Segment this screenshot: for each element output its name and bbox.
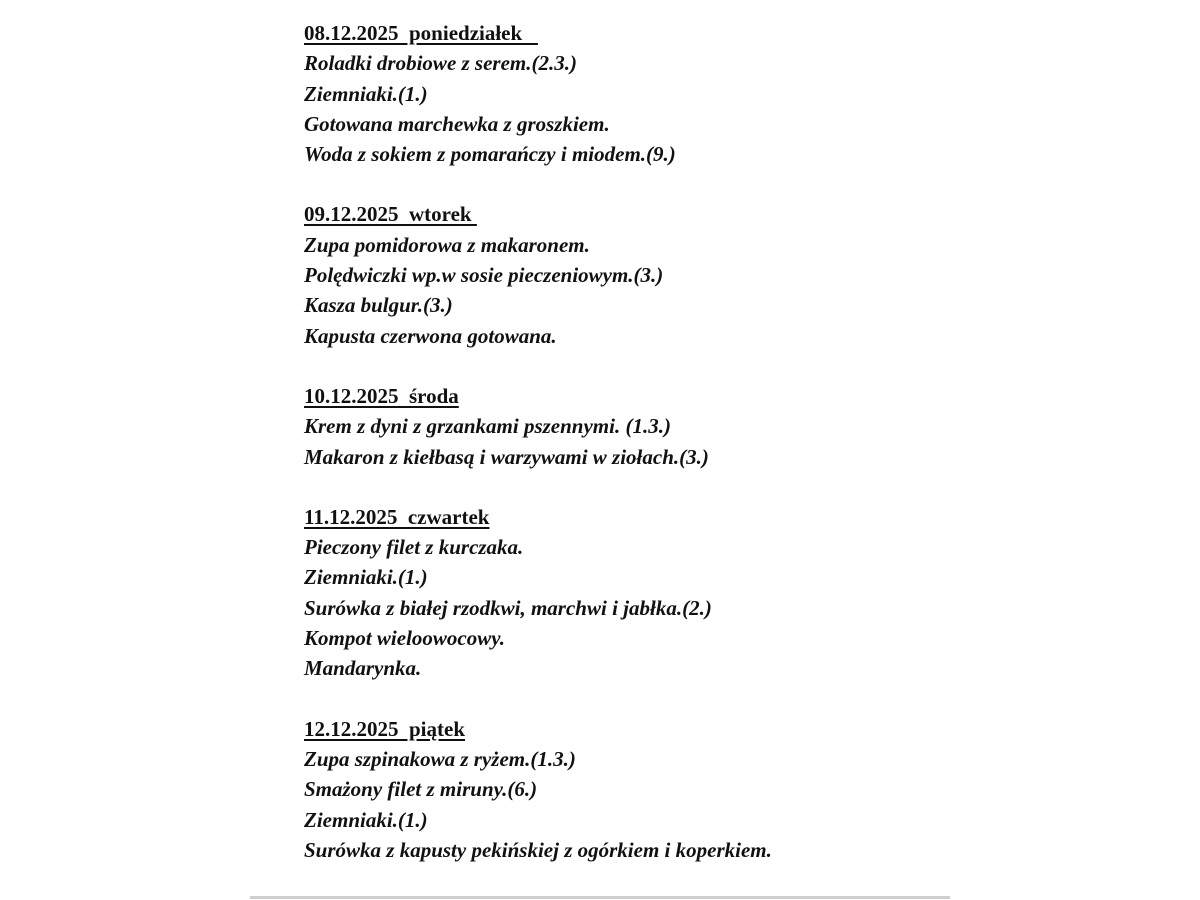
dish-item: Polędwiczki wp.w sosie pieczeniowym.(3.) xyxy=(304,263,664,288)
dish-item: Surówka z kapusty pekińskiej z ogórkiem i koperkiem. xyxy=(304,837,772,862)
dish-item: Gotowana marchewka z groszkiem. xyxy=(304,111,610,136)
day-friday xyxy=(304,714,1064,865)
dish-item: Ziemniaki.(1.) xyxy=(304,81,428,106)
dish-item: Pieczony filet z kurczaka. xyxy=(304,535,524,560)
day-header: 09.12.2025 wtorek xyxy=(304,202,477,227)
dish-item: Roladki drobiowe z serem.(2.3.) xyxy=(304,51,577,76)
dish-item: Woda z sokiem z pomarańczy i miodem.(9.) xyxy=(304,142,676,167)
dish-item: Krem z dyni z grzankami pszennymi. (1.3.) xyxy=(304,414,671,439)
day-header: 08.12.2025 poniedziałek xyxy=(304,21,538,45)
weekly-menu xyxy=(304,18,1064,865)
dish-item: Ziemniaki.(1.) xyxy=(304,565,428,590)
dish-item: Surówka z białej rzodkwi, marchwi i jabłka.(2.) xyxy=(304,595,712,620)
day-wednesday xyxy=(304,381,1064,472)
dish-item: Smażony filet z miruny.(6.) xyxy=(304,777,538,802)
day-tuesday xyxy=(304,199,1064,350)
dish-item: Zupa szpinakowa z ryżem.(1.3.) xyxy=(304,746,576,771)
day-thursday xyxy=(304,502,1064,684)
dish-item: Mandarynka. xyxy=(304,656,422,681)
page-bottom-divider xyxy=(250,896,950,899)
dish-item: Zupa pomidorowa z makaronem. xyxy=(304,232,590,257)
day-monday xyxy=(304,18,1064,169)
dish-item: Makaron z kiełbasą i warzywami w ziołach.(3.) xyxy=(304,444,709,469)
day-header: 10.12.2025 środa xyxy=(304,383,459,408)
dish-item: Kapusta czerwona gotowana. xyxy=(304,323,557,348)
dish-item: Kasza bulgur.(3.) xyxy=(304,293,453,318)
day-header: 11.12.2025 czwartek xyxy=(304,504,490,529)
dish-item: Kompot wieloowocowy. xyxy=(304,626,506,651)
dish-item: Ziemniaki.(1.) xyxy=(304,807,428,832)
day-header: 12.12.2025 piątek xyxy=(304,716,466,741)
